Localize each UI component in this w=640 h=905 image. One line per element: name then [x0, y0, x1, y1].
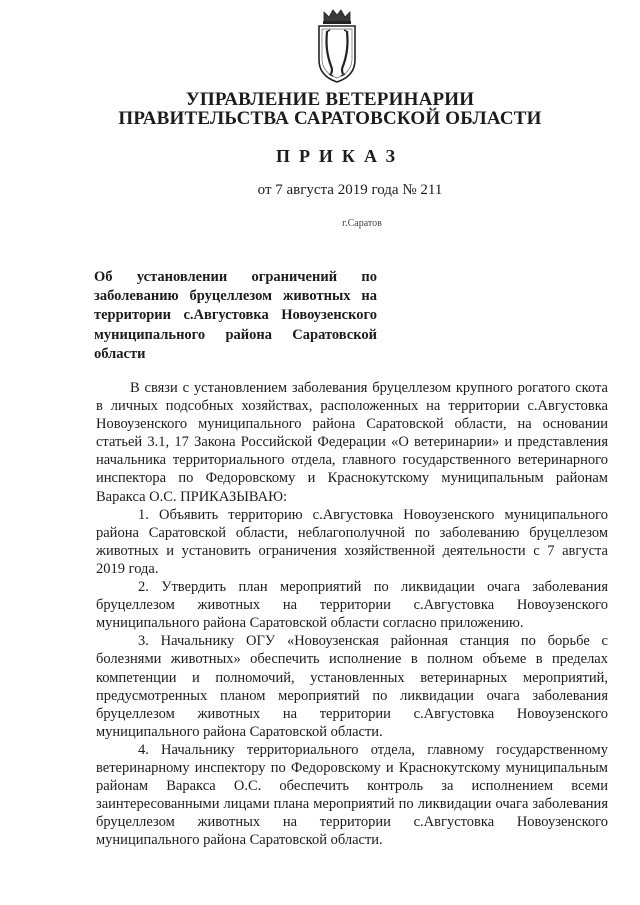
order-item-1: 1. Объявить территорию с.Августовка Новоузенского муниципального района Саратовской области, неблагополучной по заболеванию бруцеллезом животных и установить ограничения хозяйственной деятельности с 7 августа 2019 года.	[96, 506, 608, 577]
order-item-4: 4. Начальнику территориального отдела, главному государственному ветеринарному инспектору по Федоровскому и Краснокутскому муниципальным районам Варакса О.С. обеспечить контроль за исполнением всеми заинтересованными лицами плана мероприятий по ликвидации очага заболевания бруцеллезом животных на территории с.Августовка Новоузенского муниципального района Саратовской области.	[96, 741, 608, 849]
preamble-paragraph: В связи с установлением заболевания бруцеллезом крупного рогатого скота в личных подсобных хозяйствах, расположенных на территории с.Августовка Новоузенского муниципального района Саратовской области, на основании статьей 3.1, 17 Закона Российской Федерации «О ветеринарии» и представления начальника территориального отдела, главного государственного ветеринарного инспектора по Федоровскому и Краснокутскому муниципальным районам Варакса О.С. ПРИКАЗЫВАЮ:	[96, 380, 608, 505]
order-item-2: 2. Утвердить план мероприятий по ликвидации очага заболевания бруцеллезом животных на территории с.Августовка Новоузенского муниципального района Саратовской области согласно приложению.	[96, 579, 608, 632]
order-subject: Об установлении ограничений по заболеванию бруцеллезом животных на территории с.Августовка Новоузенского муниципального района Саратовской области	[94, 269, 377, 362]
order-city: г.Саратов	[342, 218, 382, 229]
organization-name-line1: УПРАВЛЕНИЕ ВЕТЕРИНАРИИ	[185, 89, 475, 110]
order-date-number: от 7 августа 2019 года № 211	[257, 182, 443, 198]
order-item-3: 3. Начальнику ОГУ «Новоузенская районная станция по борьбе с болезнями животных» обеспечить исполнение в полном объеме в пределах компетенции и полномочий, установленных ветеринарных мероприятий, предусмотренных планом мероприятий по ликвидации очага заболевания бруцеллезом животных на территории с.Августовка Новоузенского муниципального района Саратовской области.	[96, 633, 608, 740]
document-title: ПРИКАЗ	[275, 146, 405, 166]
order-body	[96, 379, 608, 849]
coat-of-arms-emblem	[314, 8, 360, 84]
organization-name-line2: ПРАВИТЕЛЬСТВА САРАТОВСКОЙ ОБЛАСТИ	[118, 108, 542, 129]
